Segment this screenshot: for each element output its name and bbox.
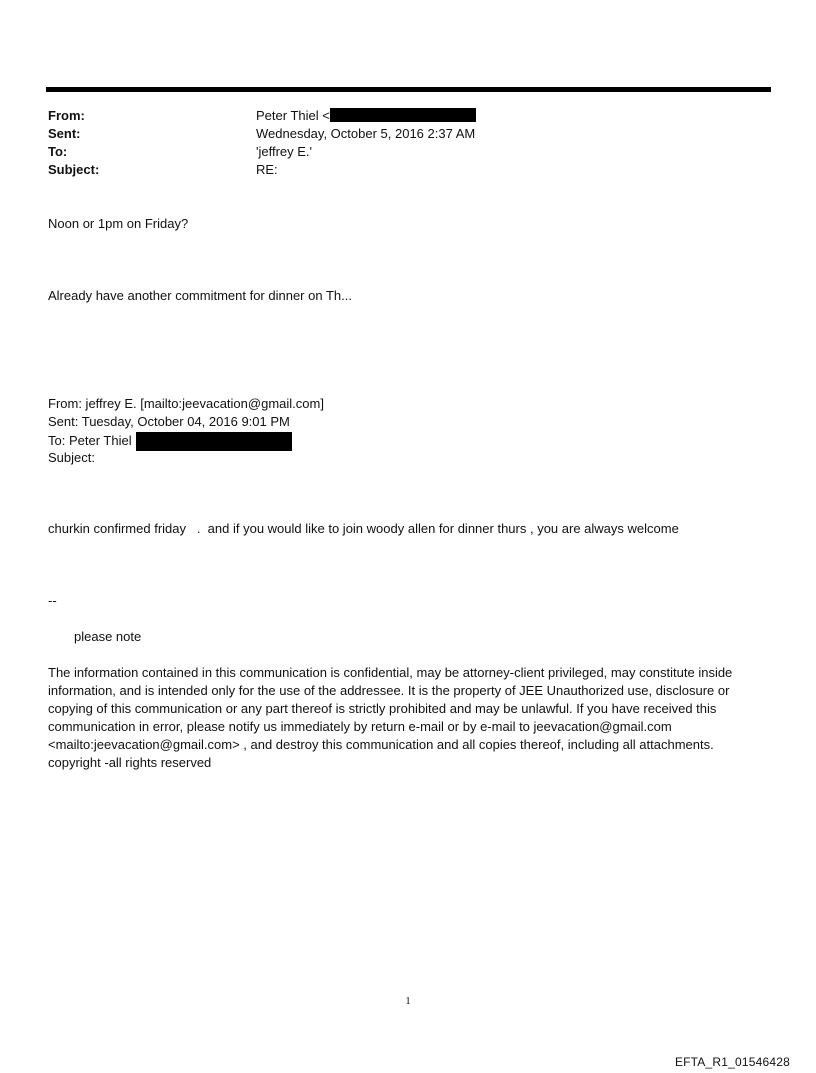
- redaction-box: [136, 432, 292, 451]
- signature-note: please note: [74, 629, 142, 644]
- redaction-box: [330, 108, 476, 122]
- quoted-subject: Subject:: [48, 450, 95, 465]
- to-label: To:: [48, 144, 68, 159]
- subject-value: RE:: [256, 162, 278, 177]
- subject-label: Subject:: [48, 162, 100, 177]
- reply-line-1: Noon or 1pm on Friday?: [48, 216, 189, 231]
- sent-label: Sent:: [48, 126, 81, 141]
- header-divider: [46, 87, 771, 92]
- sent-value: Wednesday, October 5, 2016 2:37 AM: [256, 126, 476, 141]
- to-value: 'jeffrey E.': [256, 144, 313, 159]
- confidentiality-disclaimer: The information contained in this communication is confidential, may be attorney-client privileged, may constitute inside information, and is intended only for the use of the addressee. It is the property of JEE Unauthorized use, disclosure or copying of this communication or any part thereof is strictly prohibited and may be unlawful. If you have received this communication in error, please notify us immediately by return e-mail or by e-mail to jeevacation@gmail.com <mailto:jeevacation@gmail.com> , and destroy this communication and all copies thereof, including all attachments. copyright -all rights reserved: [48, 665, 733, 770]
- quoted-body: churkin confirmed friday . and if you would like to join woody allen for dinner thurs , you are always welcome: [48, 521, 679, 536]
- reply-line-2: Already have another commitment for dinner on Th...: [48, 288, 352, 303]
- quoted-sent: Sent: Tuesday, October 04, 2016 9:01 PM: [48, 414, 290, 429]
- quoted-to: [48, 432, 292, 451]
- document-id: EFTA_R1_01546428: [674, 1055, 790, 1069]
- from-label: From:: [48, 108, 85, 123]
- from-value: [256, 108, 476, 123]
- from-sender: Peter Thiel <: [256, 108, 330, 123]
- quoted-from: From: jeffrey E. [mailto:jeevacation@gmail.com]: [48, 396, 324, 411]
- signature-separator: --: [48, 593, 57, 608]
- page-number: 1: [405, 995, 411, 1007]
- quoted-to-text: To: Peter Thiel: [48, 433, 132, 448]
